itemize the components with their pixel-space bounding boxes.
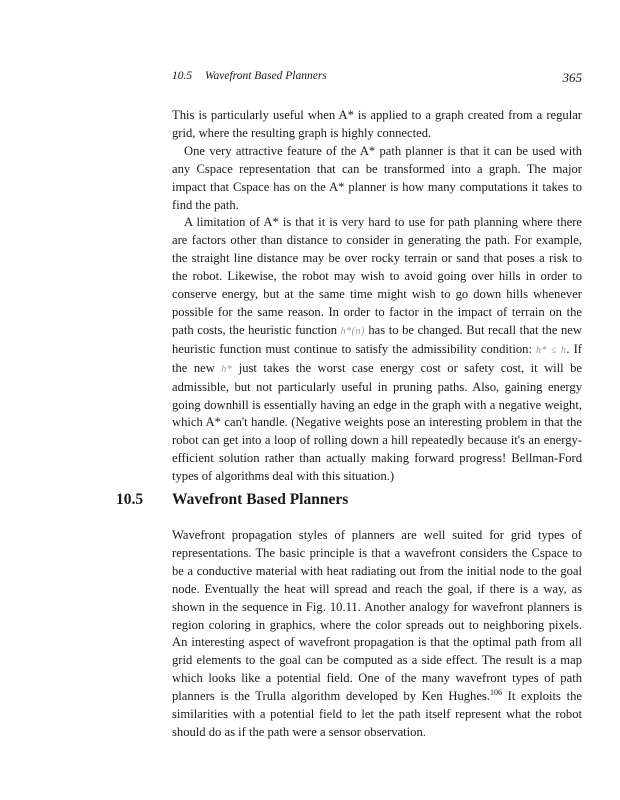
- section-title: Wavefront Based Planners: [172, 491, 349, 508]
- math-heuristic-function: h*(n): [340, 325, 365, 337]
- paragraph-3-part-4: just takes the worst case energy cost or safety cost, it will be admissible, but not particularly useful in pruning paths. Also, gaining energy going downhill is essentially having an edge in the graph with a negative weight, which A* can't handle. (Negative weights pose an interesting problem in that the robot can get into a loop of rolling down a hill repeatedly because it's an energy-efficient solution rather than actually making forward progress! Bellman-Ford types of algorithms deal with this situation.): [172, 360, 582, 484]
- paragraph-3-part-2: has to be changed. But recall that the new heuristic function must continue to satisfy the admissibility condition:: [172, 322, 582, 356]
- math-new-heuristic: h*: [221, 363, 233, 375]
- running-head-title: Wavefront Based Planners: [205, 70, 327, 82]
- paragraph-3-part-1: A limitation of A* is that it is very hard to use for path planning where there are factors other than distance to consider in generating the path. For example, the straight line distance may be over rocky terrain or sand that poses a risk to the robot. Likewise, the robot may wish to avoid going over hills in order to conserve energy, but at the same time might wish to go down hills whenever possible for the same reason. In order to factor in the impact of terrain on the path costs, the heuristic function: [172, 215, 582, 337]
- math-admissibility-condition: h* ≤ h: [536, 344, 567, 356]
- section-paragraph-part-2: It exploits the similarities with a potential field to let the path itself represent what the robot should do as if the path were a sensor observation.: [172, 689, 583, 739]
- page-number: 365: [562, 70, 582, 85]
- paragraph-1: This is particularly useful when A* is applied to a graph created from a regular grid, where the resulting graph is highly connected.: [172, 108, 582, 140]
- section-body: [172, 527, 582, 742]
- paragraph-2: One very attractive feature of the A* path planner is that it can be used with any Cspace representation that can be transformed into a graph. The major impact that Cspace has on the A* planner is how many computations it takes to find the path.: [172, 143, 582, 212]
- footnote-reference: 106: [489, 688, 502, 698]
- section-number: 10.5: [116, 491, 144, 508]
- section-paragraph-part-1: Wavefront propagation styles of planners are well suited for grid types of representations. The basic principle is that a wavefront considers the Cspace to be a conductive material with heat radiating out from the initial node to the goal node. Eventually the heat will spread and reach the goal, if there is a way, as shown in the sequence in Fig. 10.11. Another analogy for wavefront planners is region coloring in graphics, where the color spreads out to neighboring pixels. An interesting aspect of wavefront propagation is that the optimal path from all grid elements to the goal can be computed as a side effect. The result is a map which looks like a potential field. One of the many wavefront types of path planners is the Trulla algorithm developed by Ken Hughes.: [172, 528, 582, 704]
- section-paragraph: [172, 527, 582, 742]
- paragraph-3: [172, 214, 582, 486]
- running-head-section-number: 10.5: [172, 70, 193, 82]
- section-heading: [116, 491, 586, 515]
- paragraph-3-part-3: . If the new: [172, 341, 582, 375]
- body-text: [172, 107, 582, 486]
- running-head: [172, 70, 582, 88]
